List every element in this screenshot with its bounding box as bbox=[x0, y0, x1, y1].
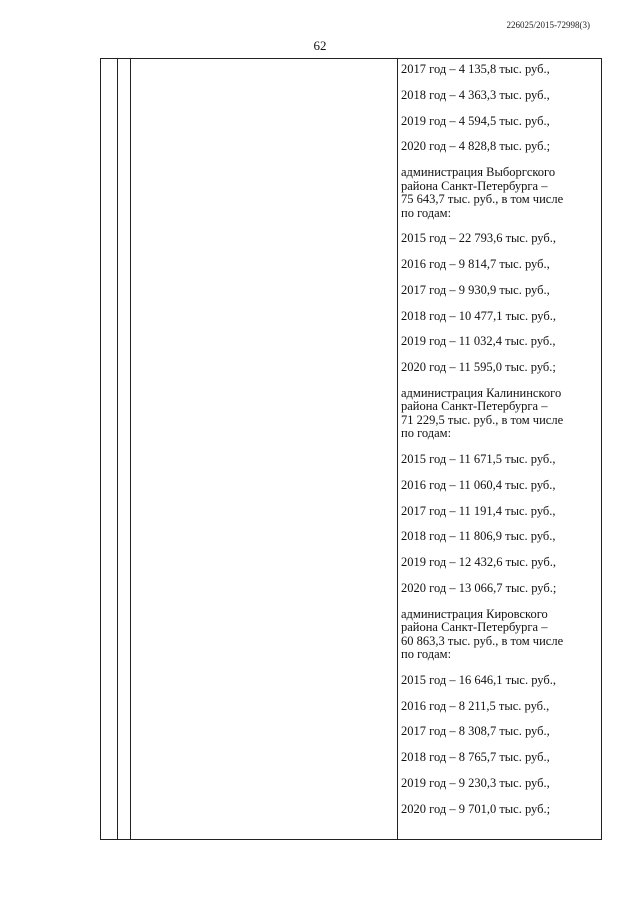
year-funding-line: 2019 год – 11 032,4 тыс. руб., bbox=[401, 334, 556, 349]
year-funding-line: 2020 год – 11 595,0 тыс. руб.; bbox=[401, 360, 556, 375]
table-column-divider bbox=[397, 59, 398, 839]
year-funding-line: 2015 год – 11 671,5 тыс. руб., bbox=[401, 451, 556, 466]
year-funding-line: 2017 год – 11 191,4 тыс. руб., bbox=[401, 503, 556, 518]
year-funding-line: 2018 год – 11 806,9 тыс. руб., bbox=[401, 529, 556, 544]
year-funding-line: 2020 год – 4 828,8 тыс. руб.; bbox=[401, 139, 551, 154]
year-funding-line: 2018 год – 8 765,7 тыс. руб., bbox=[401, 750, 550, 765]
table-column-divider bbox=[117, 59, 118, 839]
year-funding-line: 2016 год – 11 060,4 тыс. руб., bbox=[401, 477, 556, 492]
year-funding-line: 2015 год – 22 793,6 тыс. руб., bbox=[401, 231, 557, 246]
year-funding-line: 2019 год – 9 230,3 тыс. руб., bbox=[401, 775, 550, 790]
table-column-divider bbox=[130, 59, 131, 839]
funding-entries-list bbox=[401, 63, 597, 829]
year-funding-line: 2016 год – 9 814,7 тыс. руб., bbox=[401, 256, 550, 271]
year-funding-line: 2017 год – 9 930,9 тыс. руб., bbox=[401, 282, 550, 297]
year-funding-line: 2017 год – 4 135,8 тыс. руб., bbox=[401, 62, 550, 76]
district-funding-total: администрация Выборгского района Санкт-Петербурга – 75 643,7 тыс. руб., в том числе по годам: bbox=[401, 165, 564, 220]
district-funding-total: администрация Калининского района Санкт-Петербурга – 71 229,5 тыс. руб., в том числе по годам: bbox=[401, 385, 564, 441]
funding-table bbox=[100, 58, 602, 840]
year-funding-line: 2017 год – 8 308,7 тыс. руб., bbox=[401, 724, 550, 739]
year-funding-line: 2019 год – 12 432,6 тыс. руб., bbox=[401, 555, 557, 570]
year-funding-line: 2020 год – 13 066,7 тыс. руб.; bbox=[401, 580, 557, 595]
document-id: 226025/2015-72998(3) bbox=[506, 20, 590, 30]
year-funding-line: 2019 год – 4 594,5 тыс. руб., bbox=[401, 113, 550, 128]
district-funding-total: администрация Кировского района Санкт-Петербурга – 60 863,3 тыс. руб., в том числе по годам: bbox=[401, 606, 564, 662]
year-funding-line: 2018 год – 4 363,3 тыс. руб., bbox=[401, 87, 550, 102]
year-funding-line: 2018 год – 10 477,1 тыс. руб., bbox=[401, 308, 557, 323]
year-funding-line: 2020 год – 9 701,0 тыс. руб.; bbox=[401, 801, 551, 816]
year-funding-line: 2016 год – 8 211,5 тыс. руб., bbox=[401, 698, 550, 713]
year-funding-line: 2015 год – 16 646,1 тыс. руб., bbox=[401, 672, 557, 687]
page-number: 62 bbox=[313, 38, 327, 53]
